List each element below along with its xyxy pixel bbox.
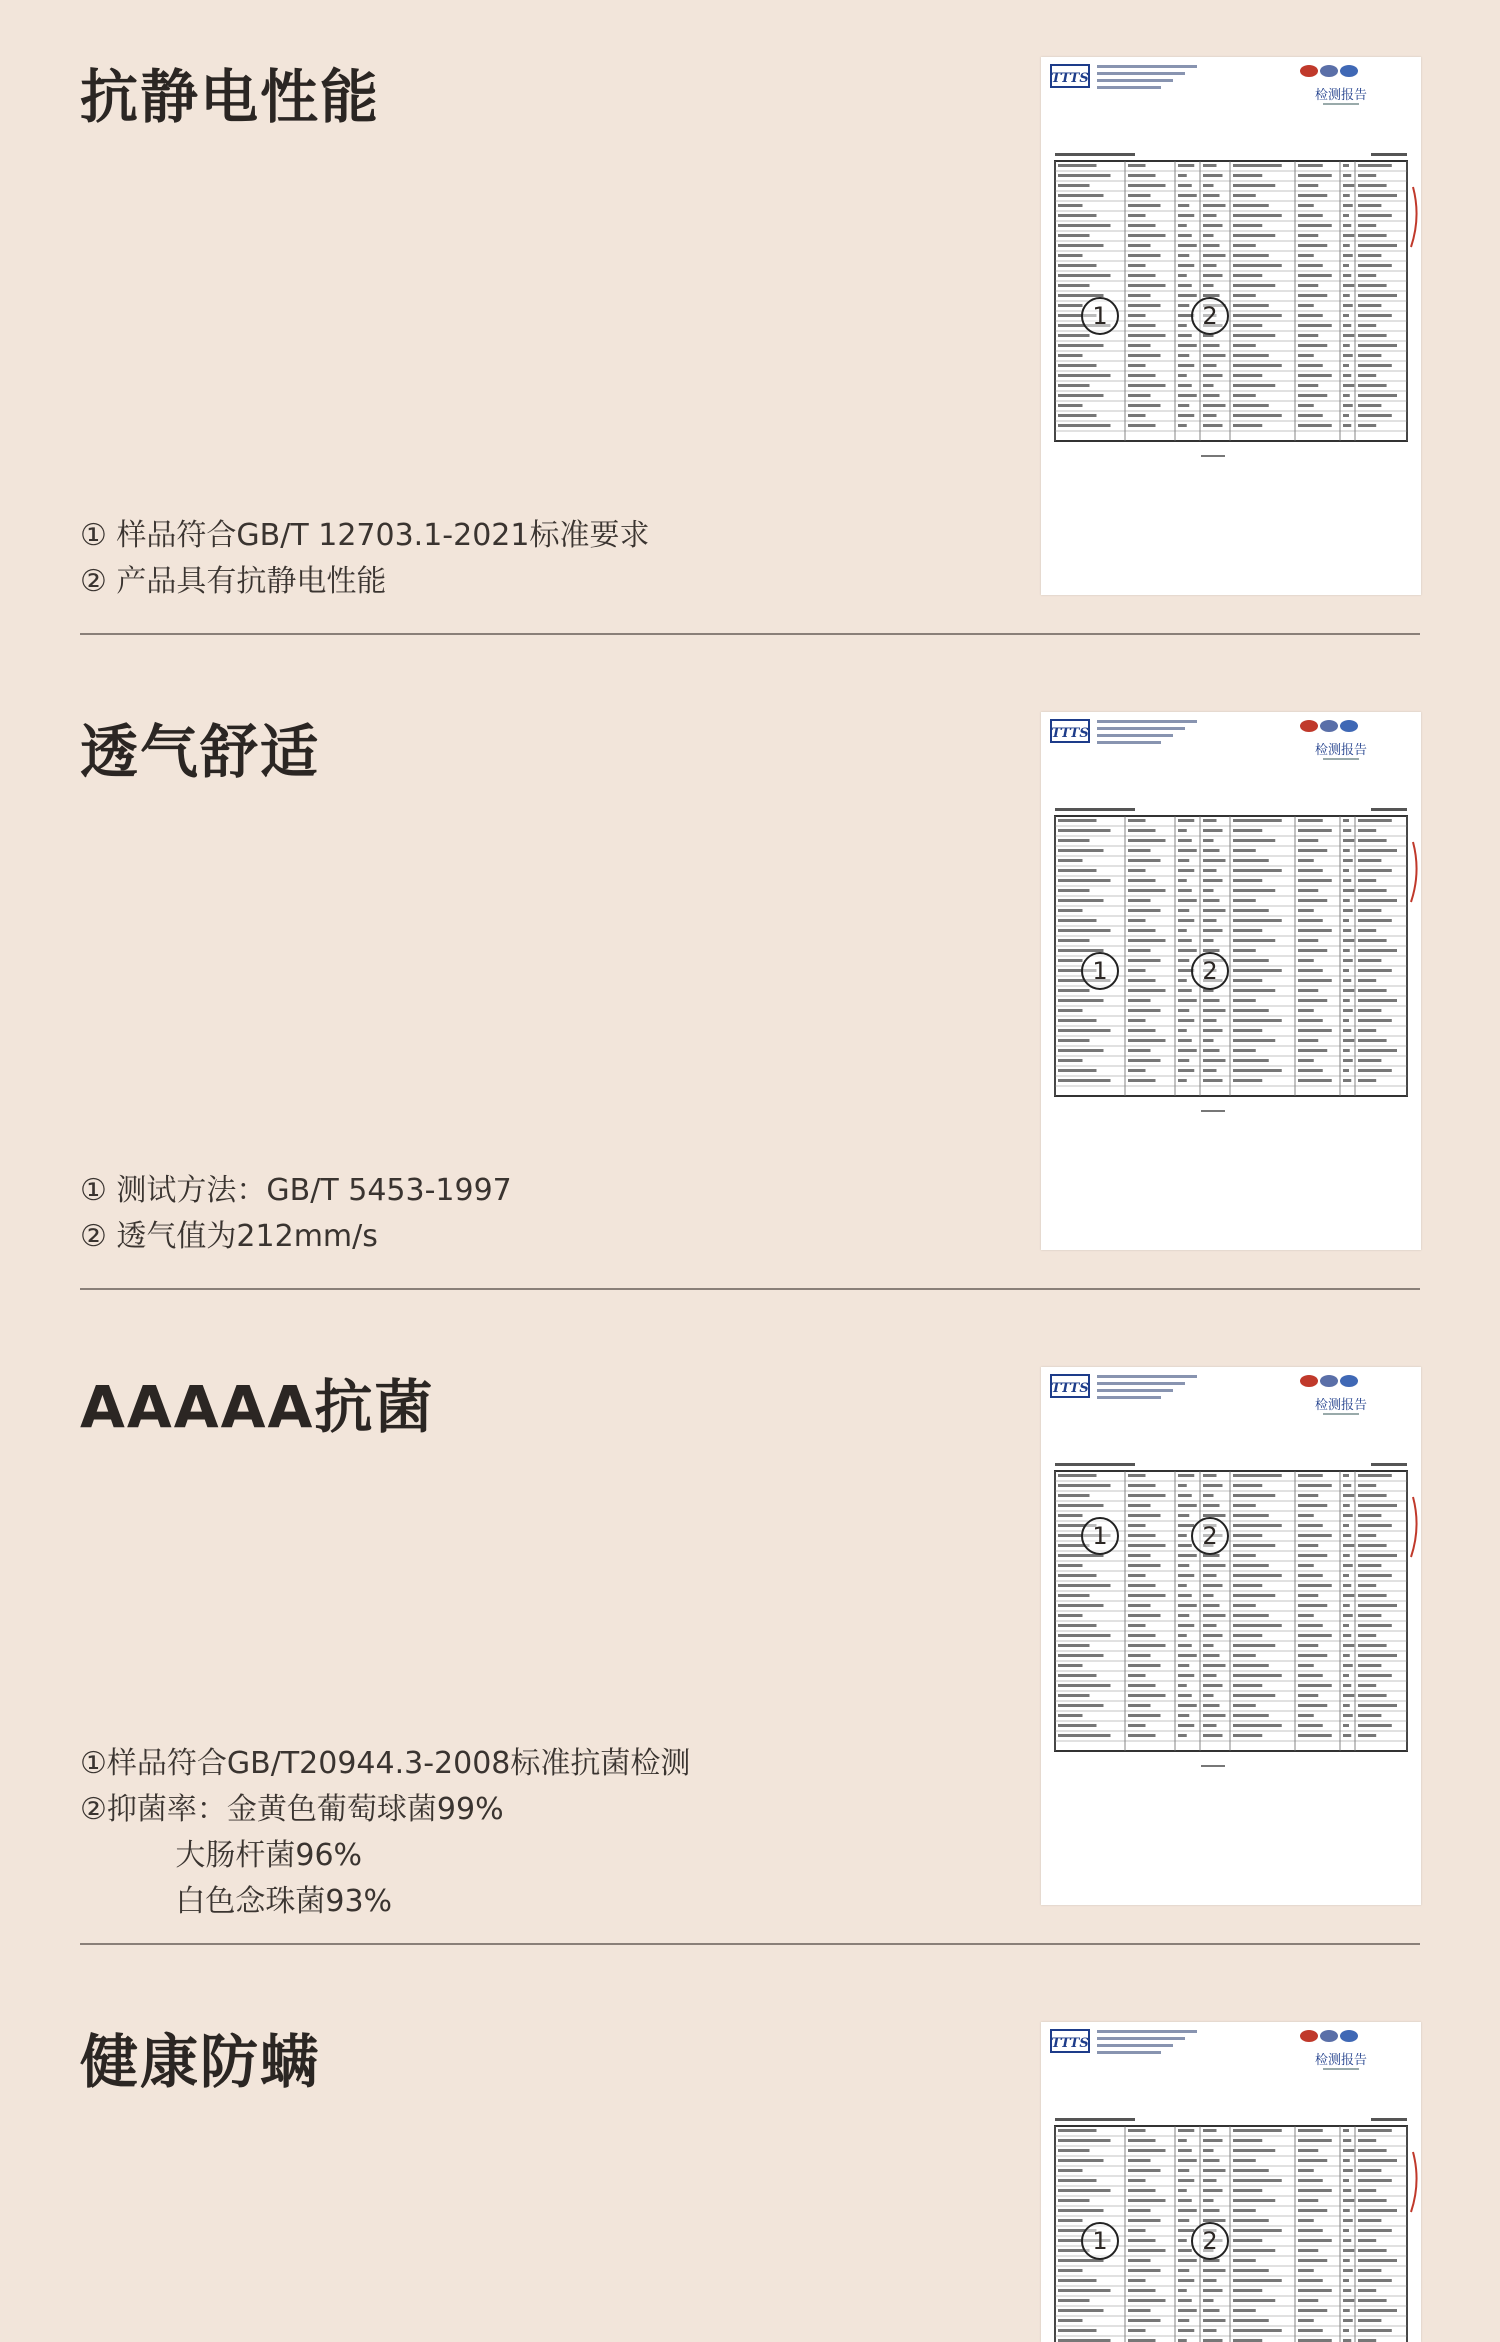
certification-badge-icon xyxy=(1300,2030,1318,2042)
section-divider xyxy=(80,1288,1420,1290)
certification-badge-icon xyxy=(1300,720,1318,732)
report-marker-2: 2 xyxy=(1191,1517,1229,1555)
certification-badge-icon xyxy=(1320,720,1338,732)
section-title: 健康防螨 xyxy=(80,2028,321,2096)
certification-badge-icon xyxy=(1320,2030,1338,2042)
certification-badge-icon xyxy=(1300,65,1318,77)
section-title: 抗静电性能 xyxy=(80,63,381,131)
report-heading: 检测报告 xyxy=(1314,2053,1368,2068)
note-line: ①样品符合GB/T20944.3-2008标准抗菌检测 xyxy=(80,1746,691,1781)
report-heading: 检测报告 xyxy=(1314,1398,1368,1413)
section-title: 透气舒适 xyxy=(80,718,321,786)
report-marker-1: 1 xyxy=(1081,952,1119,990)
test-report-image xyxy=(1041,1367,1421,1905)
section-notes xyxy=(80,1168,512,1260)
section-antibacterial xyxy=(0,1310,1500,1965)
report-drawing xyxy=(1041,1367,1421,1905)
note-line: 白色念珠菌93% xyxy=(80,1884,393,1919)
certification-badge-icon xyxy=(1320,1375,1338,1387)
section-anti-mite xyxy=(0,1965,1500,2322)
report-marker-1: 1 xyxy=(1081,1517,1119,1555)
section-divider xyxy=(80,1943,1420,1945)
section-divider xyxy=(80,633,1420,635)
section-notes xyxy=(80,1741,690,1925)
section-title: AAAAA抗菌 xyxy=(80,1373,435,1441)
report-logo-text: TTTS xyxy=(1051,1381,1089,1396)
test-report-image xyxy=(1041,2022,1421,2342)
note-line: ② 产品具有抗静电性能 xyxy=(80,564,387,599)
report-marker-1: 1 xyxy=(1081,297,1119,335)
report-marker-2: 2 xyxy=(1191,2222,1229,2260)
certification-badge-icon xyxy=(1300,1375,1318,1387)
certification-badge-icon xyxy=(1340,2030,1358,2042)
note-line: ② 透气值为212mm/s xyxy=(80,1219,378,1254)
test-report-image xyxy=(1041,712,1421,1250)
report-marker-1: 1 xyxy=(1081,2222,1119,2260)
certification-badge-icon xyxy=(1340,65,1358,77)
report-heading: 检测报告 xyxy=(1314,88,1368,103)
test-report-image xyxy=(1041,57,1421,595)
report-logo-text: TTTS xyxy=(1051,71,1089,86)
report-logo-text: TTTS xyxy=(1051,726,1089,741)
note-line: 大肠杆菌96% xyxy=(80,1838,363,1873)
certification-badge-icon xyxy=(1340,720,1358,732)
certification-badge-icon xyxy=(1320,65,1338,77)
certification-badge-icon xyxy=(1340,1375,1358,1387)
report-marker-2: 2 xyxy=(1191,952,1229,990)
report-heading: 检测报告 xyxy=(1314,743,1368,758)
section-notes xyxy=(80,513,649,605)
section-antistatic xyxy=(0,0,1500,655)
note-line: ① 样品符合GB/T 12703.1-2021标准要求 xyxy=(80,518,650,553)
note-line: ②抑菌率：金黄色葡萄球菌99% xyxy=(80,1792,504,1827)
report-marker-2: 2 xyxy=(1191,297,1229,335)
section-breathable xyxy=(0,655,1500,1310)
note-line: ① 测试方法：GB/T 5453-1997 xyxy=(80,1173,512,1208)
report-logo-text: TTTS xyxy=(1051,2036,1089,2051)
report-drawing xyxy=(1041,2022,1421,2342)
